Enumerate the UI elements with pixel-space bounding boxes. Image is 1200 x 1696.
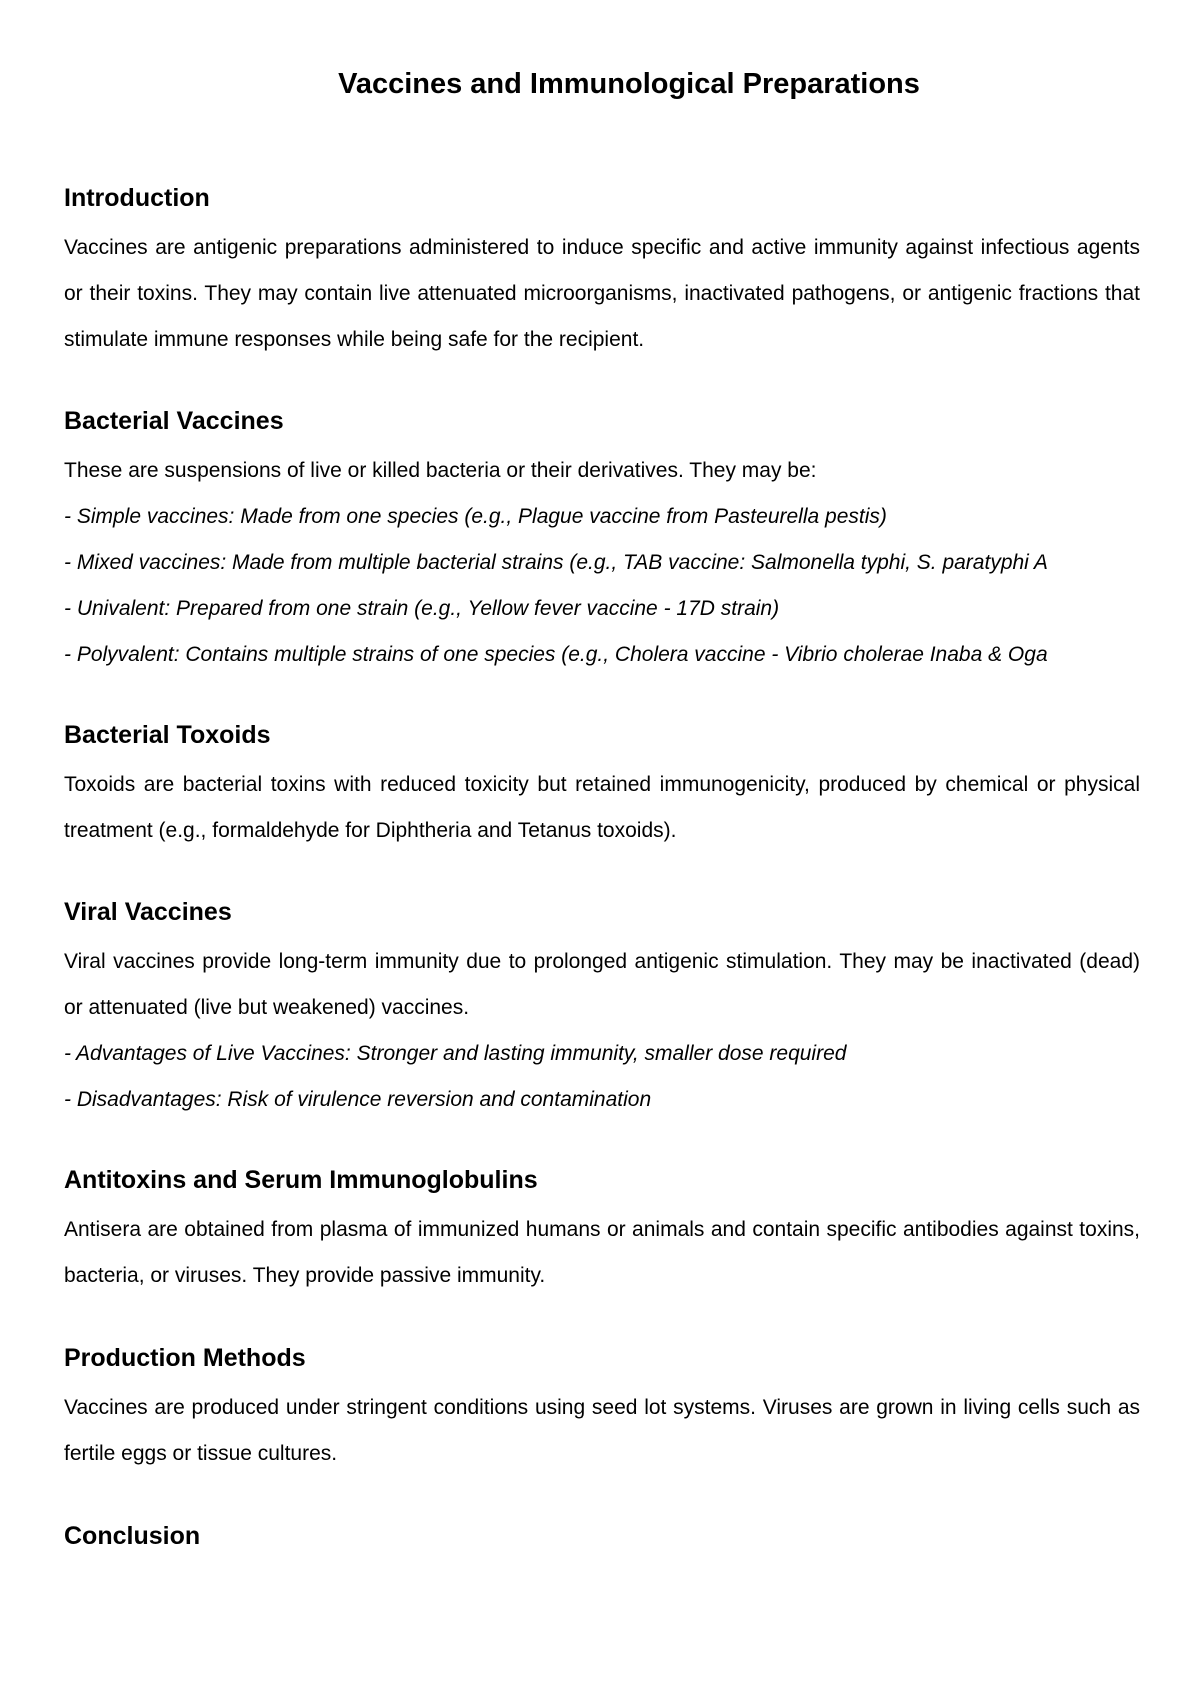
- list-item: - Mixed vaccines: Made from multiple bacterial strains (e.g., TAB vaccine: Salmonella typhi, S. paratyphi A: [64, 551, 1048, 574]
- list-item: - Advantages of Live Vaccines: Stronger and lasting immunity, smaller dose required: [64, 1042, 847, 1065]
- document-title: Vaccines and Immunological Preparations: [338, 68, 920, 100]
- section-conclusion: [64, 1519, 1140, 1553]
- section-heading: Bacterial Toxoids: [64, 721, 271, 749]
- section-antitoxins: [64, 1163, 1140, 1299]
- section-heading: Introduction: [64, 184, 210, 212]
- section-paragraph: Antisera are obtained from plasma of immunized humans or animals and contain specific antibodies against toxins, bacteria, or viruses. They provide passive immunity.: [64, 1218, 1140, 1287]
- section-paragraph: Viral vaccines provide long-term immunity due to prolonged antigenic stimulation. They may be inactivated (dead) or attenuated (live but weakened) vaccines.: [64, 950, 1140, 1019]
- section-production-methods: [64, 1341, 1140, 1477]
- section-heading: Antitoxins and Serum Immunoglobulins: [64, 1166, 538, 1194]
- section-bacterial-toxoids: [64, 718, 1140, 854]
- section-paragraph: Vaccines are produced under stringent conditions using seed lot systems. Viruses are grown in living cells such as fertile eggs or tissue cultures.: [64, 1396, 1140, 1465]
- section-paragraph: Vaccines are antigenic preparations administered to induce specific and active immunity against infectious agents or their toxins. They may contain live attenuated microorganisms, inactivated pathogens, or antigenic fractions that stimulate immune responses while being safe for the recipient.: [64, 236, 1140, 351]
- section-heading: Viral Vaccines: [64, 898, 232, 926]
- section-viral-vaccines: [64, 895, 1140, 1123]
- list-item: - Polyvalent: Contains multiple strains of one species (e.g., Cholera vaccine - Vibrio cholerae Inaba & Oga: [64, 643, 1048, 666]
- section-paragraph: These are suspensions of live or killed bacteria or their derivatives. They may be:: [64, 459, 817, 482]
- section-heading: Production Methods: [64, 1344, 306, 1372]
- section-heading: Bacterial Vaccines: [64, 407, 284, 435]
- section-introduction: [64, 181, 1140, 363]
- list-item: - Disadvantages: Risk of virulence reversion and contamination: [64, 1088, 652, 1111]
- section-bacterial-vaccines: [64, 404, 1140, 678]
- list-item: - Univalent: Prepared from one strain (e.g., Yellow fever vaccine - 17D strain): [64, 597, 780, 620]
- section-paragraph: Toxoids are bacterial toxins with reduced toxicity but retained immunogenicity, produced by chemical or physical treatment (e.g., formaldehyde for Diphtheria and Tetanus toxoids).: [64, 773, 1140, 842]
- section-heading: Conclusion: [64, 1522, 201, 1550]
- list-item: - Simple vaccines: Made from one species (e.g., Plague vaccine from Pasteurella pestis): [64, 505, 887, 528]
